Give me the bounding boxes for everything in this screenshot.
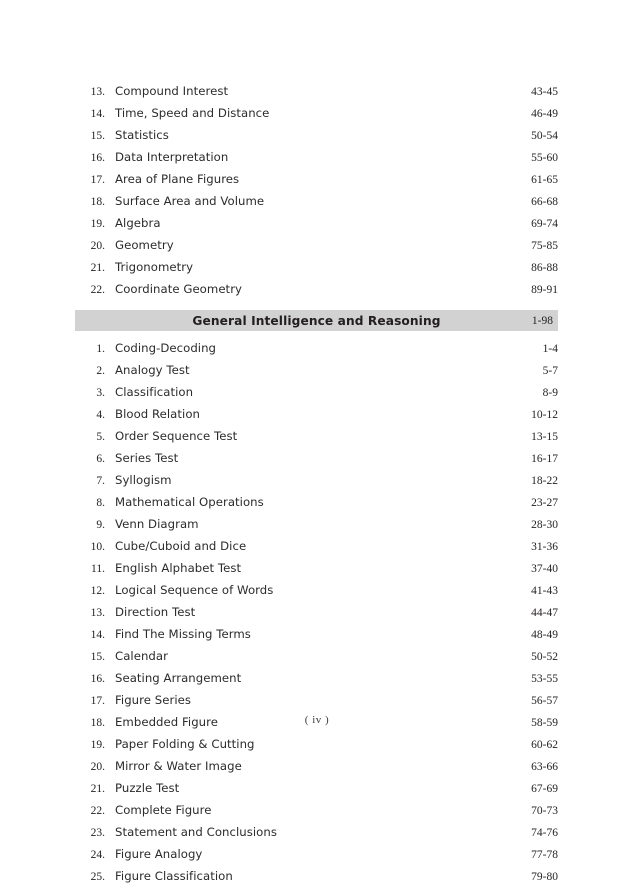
toc-entry[interactable] (75, 667, 558, 689)
toc-entry-pages: 89-91 (531, 284, 558, 296)
toc-entry-title: Trigonometry (115, 260, 194, 274)
toc-entry-number: 15. (90, 130, 105, 142)
toc-entry[interactable] (75, 447, 558, 469)
toc-entry[interactable] (75, 403, 558, 425)
toc-entry-pages: 50-52 (531, 651, 558, 663)
toc-entry-title: Compound Interest (115, 84, 229, 98)
toc-entry-pages: 16-17 (531, 453, 558, 465)
toc-entry-pages: 61-65 (531, 174, 558, 186)
toc-entry[interactable] (75, 234, 558, 256)
continued-section-list (75, 80, 558, 300)
toc-entry-pages: 28-30 (531, 519, 558, 531)
toc-entry[interactable] (75, 799, 558, 821)
toc-entry-title: Statistics (115, 128, 169, 142)
toc-entry-number: 17. (90, 174, 105, 186)
toc-entry[interactable] (75, 381, 558, 403)
toc-entry[interactable] (75, 469, 558, 491)
toc-entry-number: 6. (96, 453, 105, 465)
toc-entry[interactable] (75, 513, 558, 535)
toc-entry-title: Puzzle Test (115, 781, 180, 795)
toc-entry-title: Statement and Conclusions (115, 825, 277, 839)
toc-entry-pages: 63-66 (531, 761, 558, 773)
toc-entry-pages: 43-45 (531, 86, 558, 98)
toc-entry-number: 16. (90, 673, 105, 685)
toc-entry-number: 20. (90, 240, 105, 252)
toc-entry-title: Geometry (115, 238, 174, 252)
toc-entry-title: Complete Figure (115, 803, 212, 817)
toc-entry-number: 19. (90, 739, 105, 751)
toc-entry-title: Figure Series (115, 693, 191, 707)
section-header-title: General Intelligence and Reasoning (192, 313, 441, 328)
toc-entry-pages: 79-80 (531, 871, 558, 883)
toc-entry-pages: 13-15 (531, 431, 558, 443)
toc-entry-title: Algebra (115, 216, 161, 230)
toc-entry-pages: 44-47 (531, 607, 558, 619)
toc-entry-pages: 75-85 (531, 240, 558, 252)
toc-entry-number: 3. (96, 387, 105, 399)
toc-entry-pages: 10-12 (531, 409, 558, 421)
toc-entry-title: Venn Diagram (115, 517, 199, 531)
toc-entry-number: 16. (90, 152, 105, 164)
toc-entry-pages: 69-74 (531, 218, 558, 230)
toc-entry-number: 14. (90, 629, 105, 641)
toc-entry[interactable] (75, 80, 558, 102)
toc-entry-title: Mathematical Operations (115, 495, 264, 509)
toc-entry[interactable] (75, 102, 558, 124)
toc-entry-number: 2. (96, 365, 105, 377)
toc-entry-title: Syllogism (115, 473, 172, 487)
toc-entry[interactable] (75, 623, 558, 645)
toc-entry-title: Logical Sequence of Words (115, 583, 274, 597)
toc-entry-number: 21. (90, 262, 105, 274)
toc-entry-pages: 31-36 (531, 541, 558, 553)
toc-entry[interactable] (75, 821, 558, 843)
toc-entry-number: 9. (96, 519, 105, 531)
toc-entry-number: 22. (90, 284, 105, 296)
toc-entry-title: Analogy Test (115, 363, 190, 377)
toc-entry-pages: 48-49 (531, 629, 558, 641)
toc-entry-pages: 67-69 (531, 783, 558, 795)
toc-entry-number: 23. (90, 827, 105, 839)
toc-entry-pages: 8-9 (542, 387, 558, 399)
toc-entry[interactable] (75, 146, 558, 168)
toc-entry-number: 21. (90, 783, 105, 795)
toc-entry-pages: 46-49 (531, 108, 558, 120)
toc-entry-title: Surface Area and Volume (115, 194, 265, 208)
toc-entry-pages: 56-57 (531, 695, 558, 707)
toc-entry[interactable] (75, 645, 558, 667)
toc-entry[interactable] (75, 425, 558, 447)
toc-entry-number: 24. (90, 849, 105, 861)
toc-entry[interactable] (75, 843, 558, 865)
toc-entry-pages: 66-68 (531, 196, 558, 208)
toc-entry-number: 4. (96, 409, 105, 421)
toc-entry-pages: 41-43 (531, 585, 558, 597)
toc-entry-title: Time, Speed and Distance (115, 106, 270, 120)
toc-entry-pages: 55-60 (531, 152, 558, 164)
toc-entry-pages: 60-62 (531, 739, 558, 751)
toc-entry-pages: 86-88 (531, 262, 558, 274)
toc-entry-pages: 1-4 (542, 343, 558, 355)
page-number-footer: ( iv ) (304, 714, 330, 726)
toc-entry-pages: 53-55 (531, 673, 558, 685)
toc-entry[interactable] (75, 256, 558, 278)
toc-entry[interactable] (75, 124, 558, 146)
toc-entry-number: 12. (90, 585, 105, 597)
toc-entry[interactable] (75, 168, 558, 190)
toc-entry[interactable] (75, 777, 558, 799)
toc-entry-number: 11. (91, 563, 105, 575)
toc-entry-title: Figure Classification (115, 869, 233, 883)
toc-entry[interactable] (75, 491, 558, 513)
toc-entry-title: Calendar (115, 649, 168, 663)
toc-entry-pages: 5-7 (542, 365, 558, 377)
toc-entry-title: Classification (115, 385, 194, 399)
toc-entry-pages: 18-22 (531, 475, 558, 487)
toc-entry[interactable] (75, 733, 558, 755)
toc-entry-number: 17. (90, 695, 105, 707)
toc-entry[interactable] (75, 865, 558, 887)
section-header-pages: 1-98 (531, 314, 553, 327)
section-item-list (75, 337, 558, 887)
section-header-band (75, 310, 558, 331)
toc-entry[interactable] (75, 557, 558, 579)
toc-entry-title: Blood Relation (115, 407, 200, 421)
toc-entry-pages: 74-76 (531, 827, 558, 839)
toc-entry-title: Find The Missing Terms (115, 627, 251, 641)
toc-entry-title: Direction Test (115, 605, 196, 619)
toc-entry[interactable] (75, 535, 558, 557)
toc-entry-number: 13. (90, 607, 105, 619)
toc-entry-pages: 77-78 (531, 849, 558, 861)
toc-entry-title: English Alphabet Test (115, 561, 242, 575)
toc-entry-title: Series Test (115, 451, 179, 465)
toc-entry[interactable] (75, 601, 558, 623)
toc-entry[interactable] (75, 190, 558, 212)
toc-entry-pages: 37-40 (531, 563, 558, 575)
toc-entry-title: Figure Analogy (115, 847, 203, 861)
toc-entry-pages: 70-73 (531, 805, 558, 817)
toc-entry[interactable] (75, 689, 558, 711)
toc-entry-number: 1. (96, 343, 105, 355)
toc-entry-number: 20. (90, 761, 105, 773)
toc-entry[interactable] (75, 755, 558, 777)
toc-entry[interactable] (75, 359, 558, 381)
toc-entry-title: Data Interpretation (115, 150, 229, 164)
table-of-contents (75, 80, 558, 887)
toc-entry-title: Area of Plane Figures (115, 172, 240, 186)
toc-entry-number: 15. (90, 651, 105, 663)
toc-entry-title: Coding-Decoding (115, 341, 217, 355)
toc-entry-title: Embedded Figure (115, 715, 218, 729)
toc-entry[interactable] (75, 278, 558, 300)
toc-entry-number: 10. (90, 541, 105, 553)
toc-entry-number: 19. (90, 218, 105, 230)
toc-entry[interactable] (75, 212, 558, 234)
toc-entry-number: 22. (90, 805, 105, 817)
toc-entry-number: 8. (96, 497, 105, 509)
toc-entry-pages: 50-54 (531, 130, 558, 142)
toc-entry-pages: 58-59 (531, 717, 558, 729)
toc-entry-number: 25. (90, 871, 105, 883)
toc-entry-title: Coordinate Geometry (115, 282, 243, 296)
toc-entry-number: 13. (90, 86, 105, 98)
toc-entry-number: 18. (90, 196, 105, 208)
toc-entry-number: 14. (90, 108, 105, 120)
toc-entry-title: Seating Arrangement (115, 671, 242, 685)
toc-entry-title: Paper Folding & Cutting (115, 737, 255, 751)
toc-entry[interactable] (75, 579, 558, 601)
toc-entry-number: 7. (96, 475, 105, 487)
toc-entry-title: Mirror & Water Image (115, 759, 242, 773)
toc-entry-title: Order Sequence Test (115, 429, 238, 443)
toc-entry[interactable] (75, 337, 558, 359)
toc-entry-title: Cube/Cuboid and Dice (115, 539, 247, 553)
toc-entry-pages: 23-27 (531, 497, 558, 509)
toc-entry-number: 18. (90, 717, 105, 729)
toc-entry-number: 5. (96, 431, 105, 443)
